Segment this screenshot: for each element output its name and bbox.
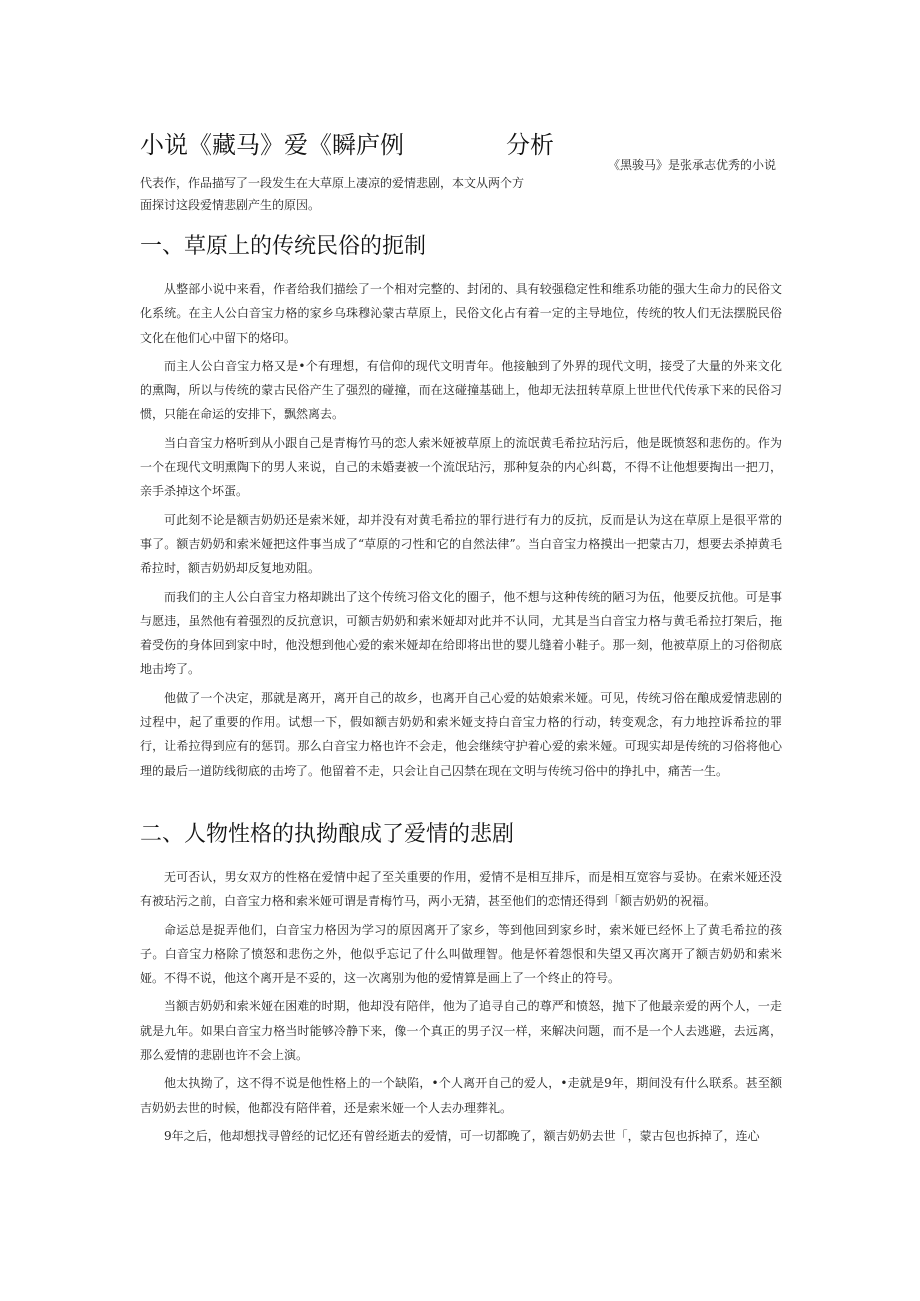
section-heading-1: 一、草原上的传统民俗的扼制: [140, 234, 427, 259]
section-2-body: [140, 865, 782, 1152]
paragraph: 他太执拗了，这不得不说是他性格上的一个缺陷，•个人离开自己的爱人，•走就是9年，期间没有什么联系。甚至额吉奶奶去世的时候，他都没有陪伴着，还是索米娅一个人去办理葬礼。: [140, 1076, 782, 1115]
section-1-body: [140, 277, 782, 787]
page-title: 小说《藏马》爱《瞬庐例: [140, 131, 404, 159]
intro-line: 代表作，作品描写了一段发生在大草原上凄凉的爱情悲剧，本文从两个方: [140, 176, 525, 190]
section-heading-2: 二、人物性格的执拗酿成了爱情的悲剧: [140, 822, 515, 847]
intro-paragraph: [140, 172, 620, 216]
paragraph: 命运总是捉弄他们，白音宝力格因为学习的原因离开了家乡，等到他回到家乡时，索米娅已经怀上了黄毛希拉的孩子。白音宝力格除了愤怒和悲伤之外，他似乎忘记了什么叫做理智。他是怀着怨恨和失望又再次离开了额吉奶奶和索米娅。不得不说，他这个离开是不妥的，这一次离别为他的爱情算是画上了一个终止的符号。: [140, 922, 782, 986]
intro-line: 面探讨这段爱情悲剧产生的原因。: [140, 198, 321, 212]
title-aside-text: 《黑骏马》是张承志优秀的小说: [608, 158, 777, 172]
paragraph: 而主人公白音宝力格又是•个有理想，有信仰的现代文明青年。他接触到了外界的现代文明，接受了大量的外来文化的熏陶，所以与传统的蒙古民俗产生了强烈的碰撞，而在这碰撞基础上，他却无法扭转草原上世世代代传承下来的民俗习惯，只能在命运的安排下，飘然离去。: [140, 358, 782, 422]
paragraph: 可此刻不论是额吉奶奶还是索米娅，却并没有对黄毛希拉的罪行进行有力的反抗，反而是认为这在草原上是很平常的事了。额吉奶奶和索米娅把这件事当成了“草原的刁性和它的自然法律”。当白音宝力格摸出一把蒙古刀，想要去杀掉黄毛希拉时，额吉奶奶却反复地劝阻。: [140, 512, 782, 576]
paragraph: 无可否认，男女双方的性格在爱情中起了至关重要的作用，爱情不是相互排斥，而是相互宽容与妥协。在索米娅还没有被玷污之前，白音宝力格和索米娅可谓是青梅竹马，两小无猜，甚至他们的恋情还得到「额吉奶奶的祝福。: [140, 870, 782, 909]
paragraph: 而我们的主人公白音宝力格却跳出了这个传统习俗文化的圈子，他不想与这种传统的陋习为伍，他要反抗他。可是事与愿违，虽然他有着强烈的反抗意识，可额吉奶奶和索米娅却对此并不认同，尤其是当白音宝力格与黄毛希拉打架后，拖着受伤的身体回到家中时，他没想到他心爱的索米娅却在给即将出世的婴儿缝着小鞋子。那一刻，他被草原上的习俗彻底地击垮了。: [140, 589, 782, 677]
title-row: [140, 128, 780, 172]
paragraph: 当额吉奶奶和索米娅在困难的时期，他却没有陪伴，他为了追寻自己的尊严和愤怒，抛下了他最亲爱的两个人，一走就是九年。如果白音宝力格当时能够冷静下来，像一个真正的男子汉一样，来解决问题，而不是一个人去逃避，去远离，那么爱情的悲剧也许不会上演。: [140, 999, 782, 1063]
paragraph: 当白音宝力格听到从小跟自己是青梅竹马的恋人索米娅被草原上的流氓黄毛希拉玷污后，他是既愤怒和悲伤的。作为一个在现代文明熏陶下的男人来说，自己的未婚妻被一个流氓玷污，那种复杂的内心纠葛，不得不让他想要掏出一把刀，亲手杀掉这个坏蛋。: [140, 435, 782, 499]
page-title-tail: 分析: [506, 131, 554, 159]
paragraph: 9年之后，他却想找寻曾经的记忆还有曾经逝去的爱情，可一切都晚了，额吉奶奶去世「，蒙古包也拆掉了，连心: [164, 1128, 760, 1143]
paragraph: 从整部小说中来看，作者给我们描绘了一个相对完整的、封闭的、具有较强稳定性和维系功能的强大生命力的民俗文化系统。在主人公白音宝力格的家乡乌珠穆沁蒙古草原上，民俗文化占有着一定的主导地位，传统的牧人们无法摆脱民俗文化在他们心中留下的烙印。: [140, 282, 782, 345]
paragraph: 他做了一个决定，那就是离开，离开自己的故乡，也离开自己心爱的姑娘索米娅。可见，传统习俗在酿成爱情悲剧的过程中，起了重要的作用。试想一下，假如额吉奶奶和索米娅支持白音宝力格的行动，转变观念，有力地控诉希拉的罪行，让希拉得到应有的惩罚。那么白音宝力格也许不会走，他会继续守护着心爱的索米娅。可现实却是传统的习俗将他心理的最后一道防线彻底的击垮了。他留着不走，只会让自己囚禁在现在文明与传统习俗中的挣扎中，痛苦一生。: [140, 690, 782, 778]
